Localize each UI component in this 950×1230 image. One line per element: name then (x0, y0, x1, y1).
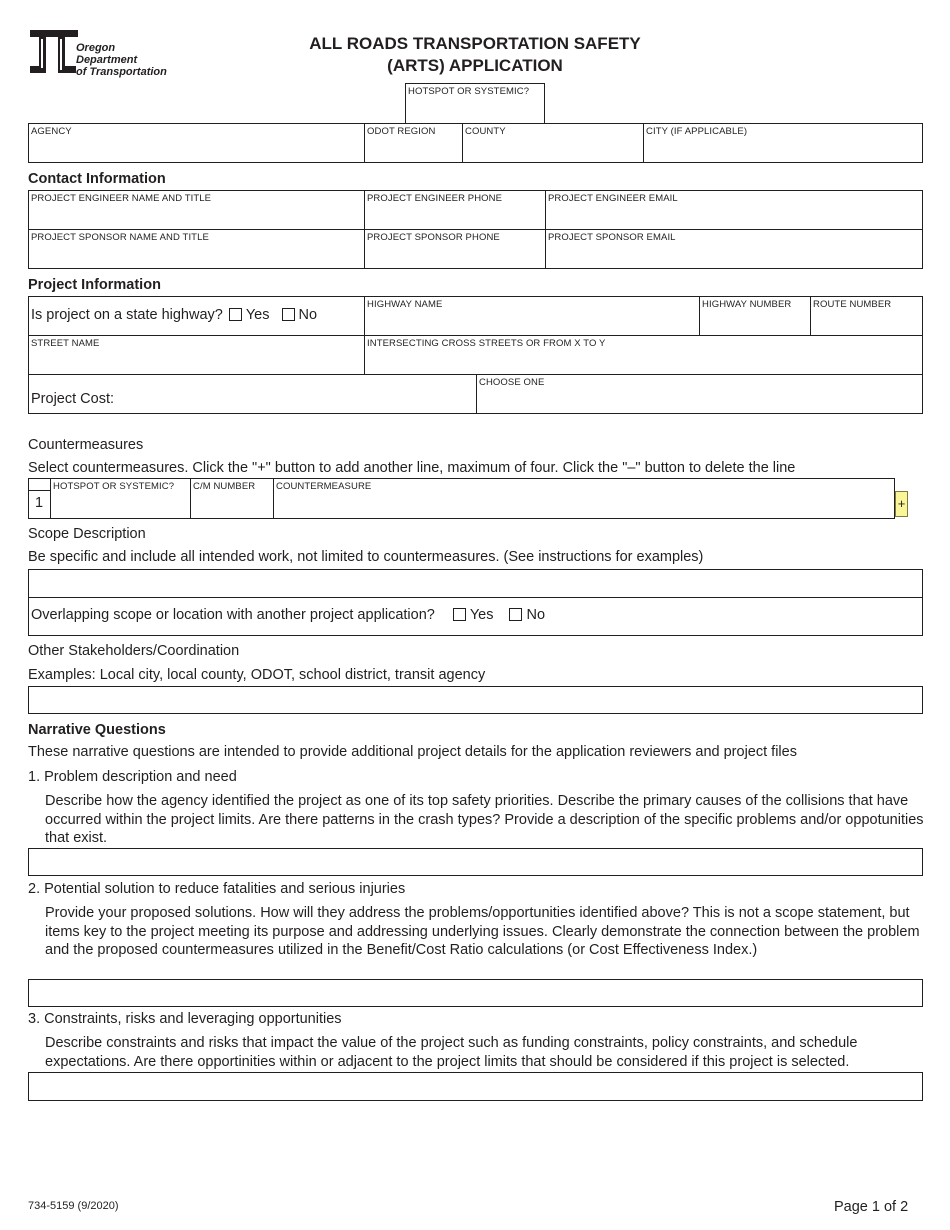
q2-body: Provide your proposed solutions. How will they address the problems/opportunities identified above? This is not a scope statement, but items key to the project meeting its purpose and addressing underlying issues. Clearly demonstrate the connection between the problem and the proposed countermeasures utilized in the Benefit/Cost Ratio calculations (or Cost Effectiveness Index.) (45, 905, 920, 958)
sponsor-name-label: PROJECT SPONSOR NAME AND TITLE (31, 232, 209, 243)
overlap-no-label: No (526, 607, 546, 623)
city-field[interactable] (644, 124, 922, 162)
title-line1: ALL ROADS TRANSPORTATION SAFETY (309, 34, 641, 53)
org-name-line1: Oregon (76, 42, 116, 54)
countermeasure-label: COUNTERMEASURE (276, 481, 372, 492)
hotspot-systemic-field[interactable] (405, 83, 545, 124)
state-highway-label: Is project on a state highway? (31, 307, 223, 323)
sponsor-phone-label: PROJECT SPONSOR PHONE (367, 232, 500, 243)
engineer-email-label: PROJECT ENGINEER EMAIL (548, 193, 678, 204)
cm-hotspot-label: HOTSPOT OR SYSTEMIC? (53, 481, 175, 492)
state-highway-no-label: No (298, 307, 318, 323)
highway-name-field[interactable] (365, 297, 700, 336)
org-name-line3: of Transportation (76, 66, 167, 78)
engineer-name-field[interactable] (29, 191, 365, 230)
intersecting-streets-label: INTERSECTING CROSS STREETS OR FROM X TO Y (367, 338, 606, 349)
state-highway-yes-label: Yes (245, 307, 270, 323)
q3-answer-field[interactable] (28, 1072, 923, 1101)
title-line2: (ARTS) APPLICATION (387, 56, 563, 75)
odot-region-field[interactable] (365, 124, 463, 162)
overlap-yes-label: Yes (469, 607, 494, 623)
q1-body: Describe how the agency identified the project as one of its top safety priorities. Describe the primary causes of the collisions that have occurred within the project limits. Are there patterns in the crash types? Provide a description of the specific problems and/or oppotunities that exist. (45, 793, 924, 846)
q1-answer-field[interactable] (28, 848, 923, 876)
q1-title: 1. Problem description and need (28, 769, 237, 785)
odot-logo-icon (28, 28, 80, 80)
engineer-phone-label: PROJECT ENGINEER PHONE (367, 193, 503, 204)
project-table (28, 296, 923, 414)
agency-field[interactable] (29, 124, 365, 162)
odot-region-label: ODOT REGION (367, 126, 436, 137)
odot-logo (28, 28, 198, 80)
countermeasure-row (28, 478, 895, 519)
sponsor-email-label: PROJECT SPONSOR EMAIL (548, 232, 676, 243)
project-cost-label: Project Cost: (31, 391, 114, 407)
cm-hotspot-select[interactable] (51, 479, 191, 518)
highway-number-label: HIGHWAY NUMBER (702, 299, 792, 310)
street-name-label: STREET NAME (31, 338, 100, 349)
engineer-name-label: PROJECT ENGINEER NAME AND TITLE (31, 193, 212, 204)
overlap-label: Overlapping scope or location with another project application? (31, 607, 435, 623)
agency-label: AGENCY (31, 126, 72, 137)
cm-number-field[interactable] (191, 479, 274, 518)
countermeasures-heading: Countermeasures (28, 437, 144, 453)
q2-answer-field[interactable] (28, 979, 923, 1007)
countermeasure-row-number: 1 (35, 495, 44, 511)
city-label: CITY (IF APPLICABLE) (646, 126, 748, 137)
overlap-no-checkbox[interactable] (509, 608, 522, 621)
sponsor-phone-field[interactable] (365, 230, 546, 268)
state-highway-yes-checkbox[interactable] (229, 308, 242, 321)
cm-number-label: C/M NUMBER (193, 481, 256, 492)
county-field[interactable] (463, 124, 644, 162)
street-name-field[interactable] (29, 336, 365, 375)
project-heading: Project Information (28, 277, 161, 293)
intersecting-streets-field[interactable] (365, 336, 922, 375)
overlap-yes-checkbox[interactable] (453, 608, 466, 621)
contact-table (28, 190, 923, 269)
contact-heading: Contact Information (28, 171, 166, 187)
sponsor-email-field[interactable] (546, 230, 922, 268)
org-name-line2: Department (76, 54, 138, 66)
page-number: Page 1 of 2 (834, 1199, 909, 1215)
county-label: COUNTY (465, 126, 506, 137)
engineer-email-field[interactable] (546, 191, 922, 230)
sponsor-name-field[interactable] (29, 230, 365, 268)
state-highway-no-checkbox[interactable] (282, 308, 295, 321)
q3-body: Describe constraints and risks that impact the value of the project such as funding constraints, policy constraints, and schedule expectations. Are there opportinities within or adjacent to the project limits that should be considered if this project is selected. (45, 1035, 858, 1070)
form-number: 734-5159 (9/2020) (28, 1200, 119, 1212)
route-number-field[interactable] (811, 297, 922, 336)
page-title (240, 33, 710, 77)
scope-heading: Scope Description (28, 526, 146, 542)
stakeholders-heading: Other Stakeholders/Coordination (28, 643, 240, 659)
scope-description-field[interactable] (29, 570, 922, 597)
scope-instructions: Be specific and include all intended work, not limited to countermeasures. (See instructions for examples) (28, 549, 704, 565)
stakeholders-examples: Examples: Local city, local county, ODOT, school district, transit agency (28, 667, 486, 683)
countermeasures-instructions: Select countermeasures. Click the "+" button to add another line, maximum of four. Click the "–" button to delete the line (28, 460, 796, 476)
agency-row (28, 123, 923, 163)
narrative-intro: These narrative questions are intended to provide additional project details for the application reviewers and project files (28, 744, 797, 760)
route-number-label: ROUTE NUMBER (813, 299, 892, 310)
scope-table (28, 569, 923, 636)
project-cost-field[interactable] (29, 375, 477, 413)
q2-title: 2. Potential solution to reduce fatalities and serious injuries (28, 881, 406, 897)
add-countermeasure-button[interactable]: + (895, 491, 908, 517)
overlap-question (31, 607, 545, 623)
countermeasure-select[interactable] (274, 479, 894, 518)
choose-one-select[interactable] (477, 375, 922, 413)
state-highway-question (29, 297, 365, 336)
narrative-heading: Narrative Questions (28, 722, 166, 738)
stakeholders-field[interactable] (28, 686, 923, 714)
hotspot-systemic-label: HOTSPOT OR SYSTEMIC? (408, 86, 530, 97)
highway-name-label: HIGHWAY NAME (367, 299, 443, 310)
engineer-phone-field[interactable] (365, 191, 546, 230)
highway-number-field[interactable] (700, 297, 811, 336)
q3-title: 3. Constraints, risks and leveraging opportunities (28, 1011, 342, 1027)
choose-one-label: CHOOSE ONE (479, 377, 545, 388)
